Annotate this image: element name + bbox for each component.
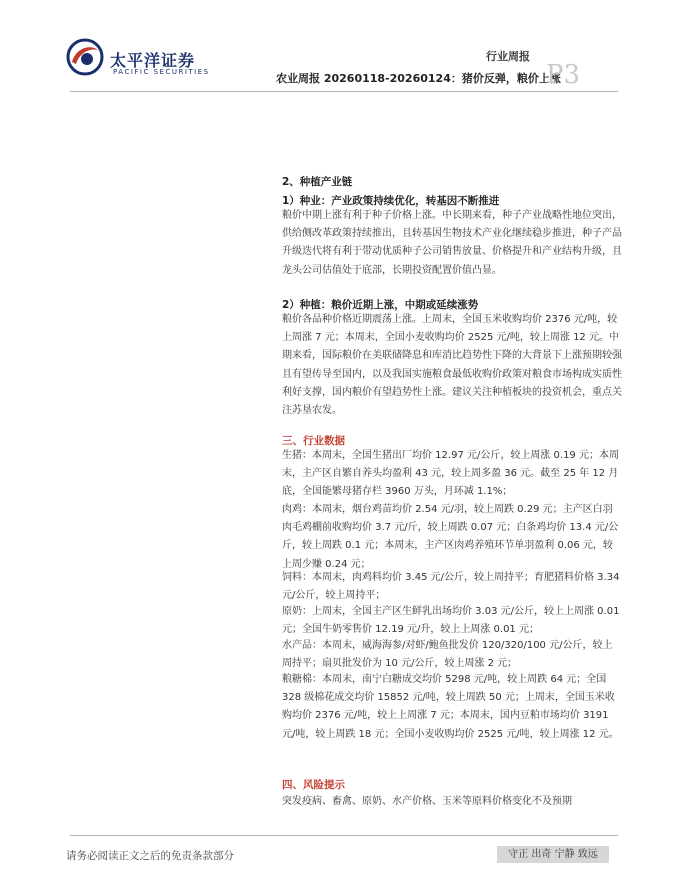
paragraph-feed: 饲料：本周末，肉鸡料均价 3.45 元/公斤，较上周持平；育肥猪料价格 3.34 元/公斤，较上周持平； — [282, 572, 620, 602]
logo-name-cn: 太平洋证券 — [110, 51, 196, 70]
paragraph-planting: 粮价各品种价格近期震荡上涨。上周末，全国玉米收购均价 2376 元/吨，较上周涨 7 元；本周末，全国小麦收购均价 2525 元/吨，较上周涨 12 元。中期来看，国际粮价在美联储降息和库消比趋势性下降的大背景下上涨预期较强且有望传导至国内，以及我国实施粮食最低收购价政策对粮食市场构成实质性利好支撑，国内粮价有望趋势性上涨。建议关注种植板块的投资机会，重点关注苏垦农发。 — [282, 314, 622, 417]
report-title: 农业周报 20260118-20260124：猪价反弹，粮价上涨 — [276, 72, 561, 85]
paragraph-grain-sugar-cotton: 粮糖棉：本周末，南宁白糖成交均价 5298 元/吨，较上周跌 64 元；全国 328 级棉花成交均价 15852 元/吨，较上周跌 50 元；上周末，全国玉米收购均价 2376 元/吨，较上上周涨 7 元；本周末，国内豆粕市场均价 3191 元/吨，较上周跌 18 元；全国小麦收购均价 2525 元/吨，较上周涨 12 元。 — [282, 674, 619, 740]
report-category: 行业周报 — [486, 50, 530, 63]
footer-divider — [70, 835, 618, 836]
paragraph-risk: 突发疫病、畜禽、原奶、水产价格、玉米等原料价格变化不及预期 — [282, 796, 572, 807]
header-divider — [70, 91, 618, 92]
paragraph-seed: 粮价中期上涨有利于种子价格上涨。中长期来看，种子产业战略性地位突出，供给侧改革政策持续推出，且转基因生物技术产业化继续稳步推进，种子产品升级迭代将有利于带动优质种子公司销售放量、价格提升和产业结构升级，且龙头公司估值处于底部，长期投资配置价值凸显。 — [282, 210, 622, 276]
section-title-risk: 四、风险提示 — [282, 779, 345, 791]
subsection-planting: 2）种植：粮价近期上涨，中期或延续涨势 — [282, 299, 479, 311]
subsection-seed: 1）种业：产业政策持续优化，转基因不断推进 — [282, 195, 500, 207]
paragraph-hogs: 生猪：本周末，全国生猪出厂均价 12.97 元/公斤，较上周涨 0.19 元；本周末，主产区自繁自养头均盈利 43 元，较上周多盈 36 元。截至 25 年 12 月底，全国能繁母猪存栏 3960 万头，月环减 1.1%； — [282, 450, 619, 498]
paragraph-milk: 原奶：上周末，全国主产区生鲜乳出场均价 3.03 元/公斤，较上上周涨 0.01 元；全国牛奶零售价 12.19 元/升，较上上周涨 0.01 元； — [282, 606, 620, 636]
footer-disclaimer: 请务必阅读正文之后的免责条款部分 — [66, 850, 234, 862]
company-logo-icon — [66, 38, 104, 76]
paragraph-aquatic: 水产品：本周末，威海海参/对虾/鲍鱼批发价 120/320/100 元/公斤，较上周持平；扇贝批发价为 10 元/公斤，较上周涨 2 元； — [282, 640, 613, 670]
page-number: P3 — [546, 60, 581, 90]
section-title-planting: 2、种植产业链 — [282, 176, 353, 188]
footer-motto: 守正 出奇 宁静 致远 — [497, 846, 609, 863]
section-title-industry-data: 三、行业数据 — [282, 435, 345, 447]
paragraph-chicken: 肉鸡：本周末，烟台鸡苗均价 2.54 元/羽，较上周跌 0.29 元；主产区白羽肉毛鸡棚前收购均价 3.7 元/斤，较上周跌 0.07 元；白条鸡均价 13.4 元/公斤，较上周跌 0.1 元；本周末，主产区肉鸡养殖环节单羽盈利 0.06 元，较上周少赚 0.24 元； — [282, 504, 619, 570]
logo-name-en: PACIFIC SECURITIES — [113, 68, 210, 76]
